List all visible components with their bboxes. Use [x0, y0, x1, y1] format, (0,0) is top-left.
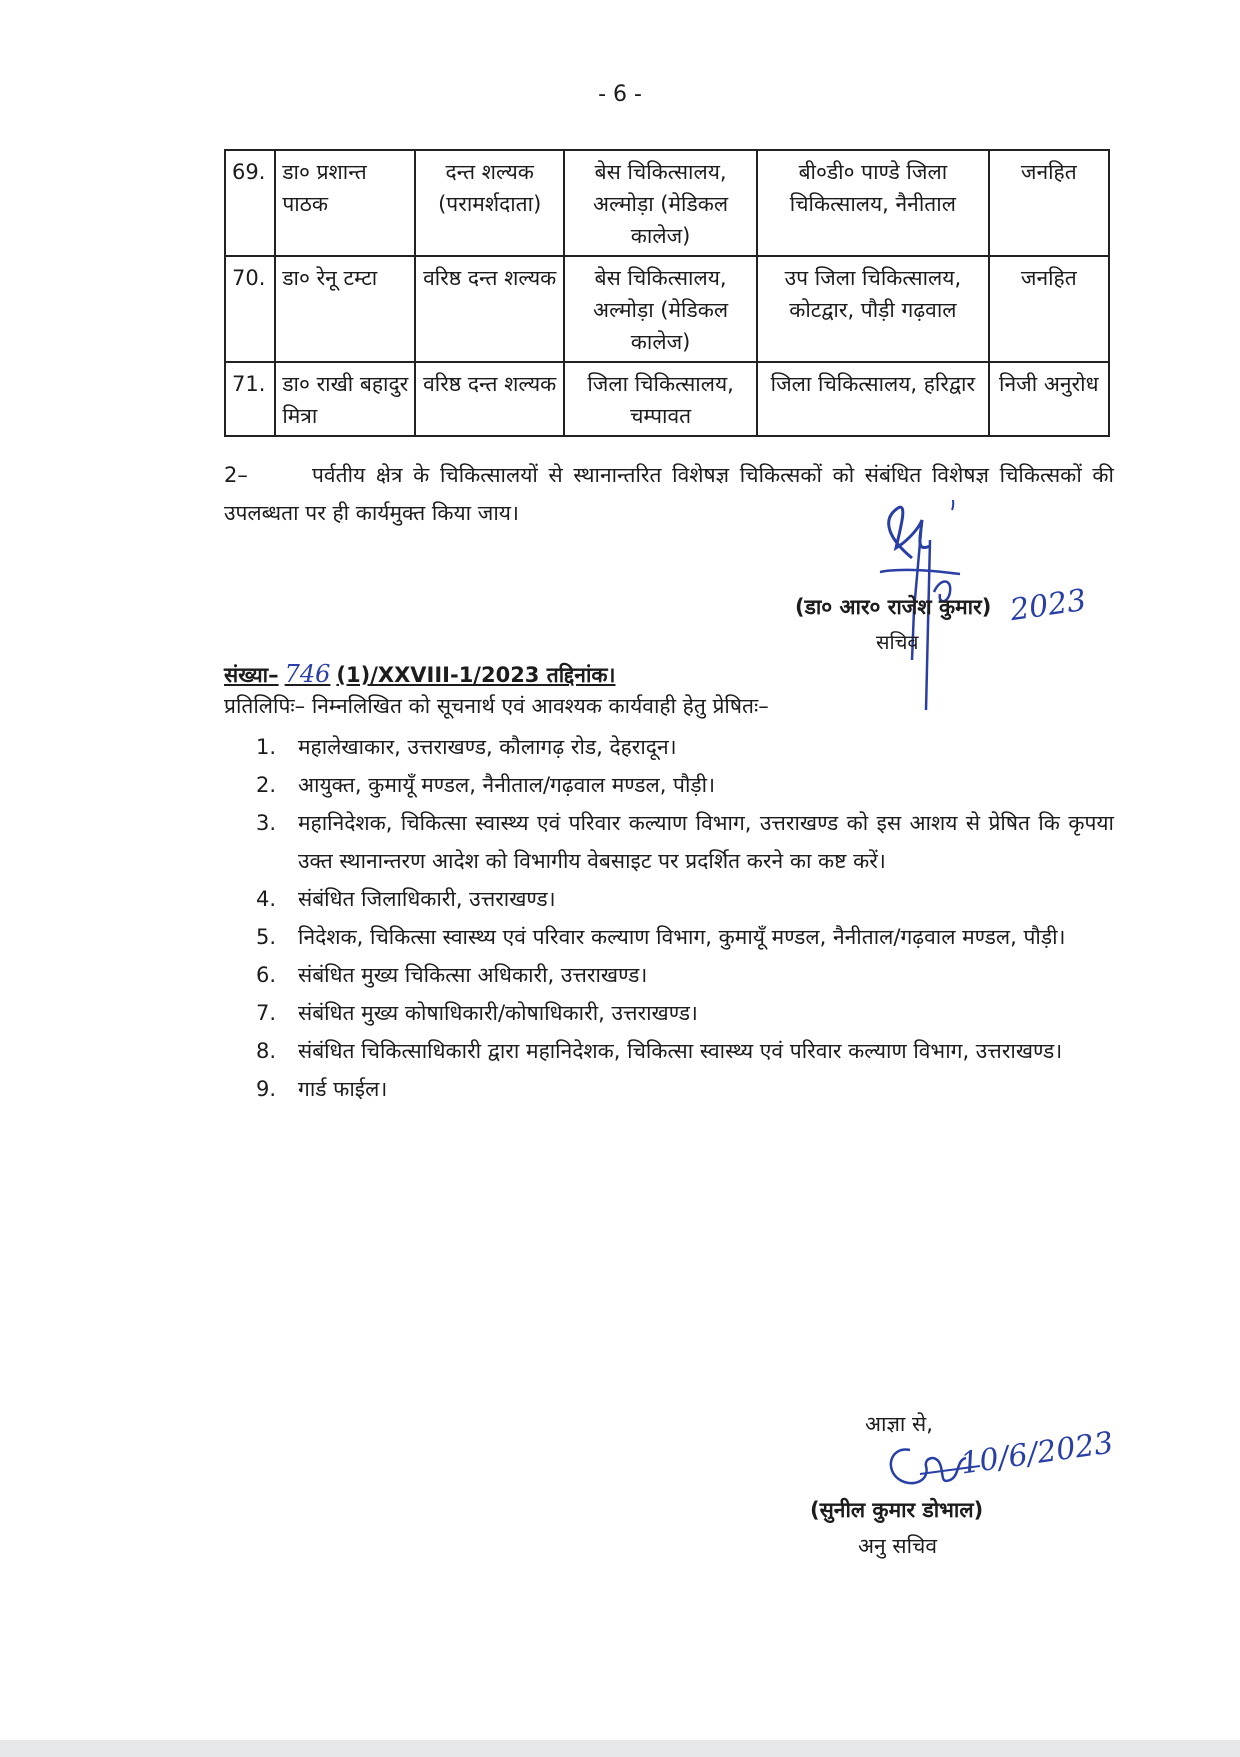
- list-item-number: 7.: [256, 1001, 277, 1025]
- paragraph-number: 2–: [224, 463, 248, 487]
- cell-new-posting: उप जिला चिकित्सालय, कोटद्वार, पौड़ी गढ़वाल: [757, 256, 988, 362]
- cell-new-posting: जिला चिकित्सालय, हरिद्वार: [757, 362, 988, 436]
- list-item-text: संबंधित मुख्य चिकित्सा अधिकारी, उत्तराखण्ड।: [298, 963, 648, 987]
- list-item-text: महानिदेशक, चिकित्सा स्वास्थ्य एवं परिवार कल्याण विभाग, उत्तराखण्ड को इस आशय से प्रेषित कि कृपया उक्त स्थानान्तरण आदेश को विभागीय वेबसाइट पर प्रदर्शित करने का कष्ट करें।: [298, 811, 1114, 873]
- cell-current-posting: बेस चिकित्सालय, अल्मोड़ा (मेडिकल कालेज): [564, 256, 757, 362]
- list-item-text: महालेखाकार, उत्तराखण्ड, कौलागढ़ रोड, देहरादून।: [298, 735, 677, 759]
- signatory-2-designation: अनु सचिव: [858, 1534, 938, 1558]
- list-item: [224, 956, 1114, 994]
- handwritten-reference-number: 746: [284, 660, 331, 688]
- reference-number: [224, 660, 615, 689]
- list-item-number: 8.: [256, 1039, 277, 1063]
- signatory-1-name: (डा० आर० राजेश कुमार): [795, 595, 992, 619]
- signatory-1-designation: सचिव: [876, 630, 919, 654]
- cell-post: वरिष्ठ दन्त शल्यक: [415, 362, 564, 436]
- page-number: - 6 -: [598, 82, 642, 107]
- cell-reason: जनहित: [989, 256, 1109, 362]
- distribution-list: [224, 728, 1114, 1108]
- paragraph-text: पर्वतीय क्षेत्र के चिकित्सालयों से स्थानान्तरित विशेषज्ञ चिकित्सकों को संबंधित विशेषज्ञ चिकित्सकों की उपलब्धता पर ही कार्यमुक्त किया जाय।: [224, 463, 1114, 525]
- cell-post: दन्त शल्यक (परामर्शदाता): [415, 150, 564, 256]
- list-item: [224, 1070, 1114, 1108]
- list-item-number: 6.: [256, 963, 277, 987]
- table-row: [225, 150, 1109, 256]
- table-row: [225, 256, 1109, 362]
- list-item-number: 2.: [256, 773, 277, 797]
- list-item: [224, 918, 1114, 956]
- cell-serial: 69.: [225, 150, 275, 256]
- cell-reason: निजी अनुरोध: [989, 362, 1109, 436]
- list-item-number: 3.: [256, 811, 277, 835]
- paragraph-2: [224, 456, 1114, 532]
- cell-name: डा० राखी बहादुर मित्रा: [275, 362, 415, 436]
- cell-current-posting: जिला चिकित्सालय, चम्पावत: [564, 362, 757, 436]
- list-item: [224, 994, 1114, 1032]
- list-item-number: 4.: [256, 887, 277, 911]
- cell-reason: जनहित: [989, 150, 1109, 256]
- list-item-number: 1.: [256, 735, 277, 759]
- by-order-label: आज्ञा से,: [865, 1412, 933, 1436]
- handwritten-date-1: 2023: [1007, 582, 1089, 629]
- signatory-2-name: (सुनील कुमार डोभाल): [810, 1498, 984, 1522]
- cell-name: डा० रेनू टम्टा: [275, 256, 415, 362]
- reference-prefix: संख्या–: [224, 663, 279, 687]
- transfer-table: [224, 149, 1110, 437]
- list-item: [224, 880, 1114, 918]
- scan-edge: [0, 1740, 1240, 1757]
- cell-new-posting: बी०डी० पाण्डे जिला चिकित्सालय, नैनीताल: [757, 150, 988, 256]
- list-item: [224, 804, 1114, 880]
- reference-suffix: (1)/XXVIII-1/2023 तद्दिनांक।: [336, 663, 616, 687]
- cell-name: डा० प्रशान्त पाठक: [275, 150, 415, 256]
- list-item-text: संबंधित मुख्य कोषाधिकारी/कोषाधिकारी, उत्तराखण्ड।: [298, 1001, 698, 1025]
- cell-post: वरिष्ठ दन्त शल्यक: [415, 256, 564, 362]
- list-item-number: 9.: [256, 1077, 277, 1101]
- cell-serial: 70.: [225, 256, 275, 362]
- list-item-text: आयुक्त, कुमायूँ मण्डल, नैनीताल/गढ़वाल मण्डल, पौड़ी।: [298, 773, 716, 797]
- list-item-number: 5.: [256, 925, 277, 949]
- table-row: [225, 362, 1109, 436]
- handwritten-date-2: 10/6/2023: [958, 1425, 1116, 1482]
- cell-serial: 71.: [225, 362, 275, 436]
- list-item: [224, 728, 1114, 766]
- list-item-text: संबंधित चिकित्साधिकारी द्वारा महानिदेशक, चिकित्सा स्वास्थ्य एवं परिवार कल्याण विभाग, उत्तराखण्ड।: [298, 1039, 1063, 1063]
- cell-current-posting: बेस चिकित्सालय, अल्मोड़ा (मेडिकल कालेज): [564, 150, 757, 256]
- copy-intro: प्रतिलिपिः– निम्नलिखित को सूचनार्थ एवं आवश्यक कार्यवाही हेतु प्रेषितः–: [224, 694, 769, 718]
- list-item-text: गार्ड फाईल।: [298, 1077, 388, 1101]
- list-item-text: संबंधित जिलाधिकारी, उत्तराखण्ड।: [298, 887, 556, 911]
- list-item: [224, 766, 1114, 804]
- list-item-text: निदेशक, चिकित्सा स्वास्थ्य एवं परिवार कल्याण विभाग, कुमायूँ मण्डल, नैनीताल/गढ़वाल मण्डल, पौड़ी।: [298, 925, 1066, 949]
- list-item: [224, 1032, 1114, 1070]
